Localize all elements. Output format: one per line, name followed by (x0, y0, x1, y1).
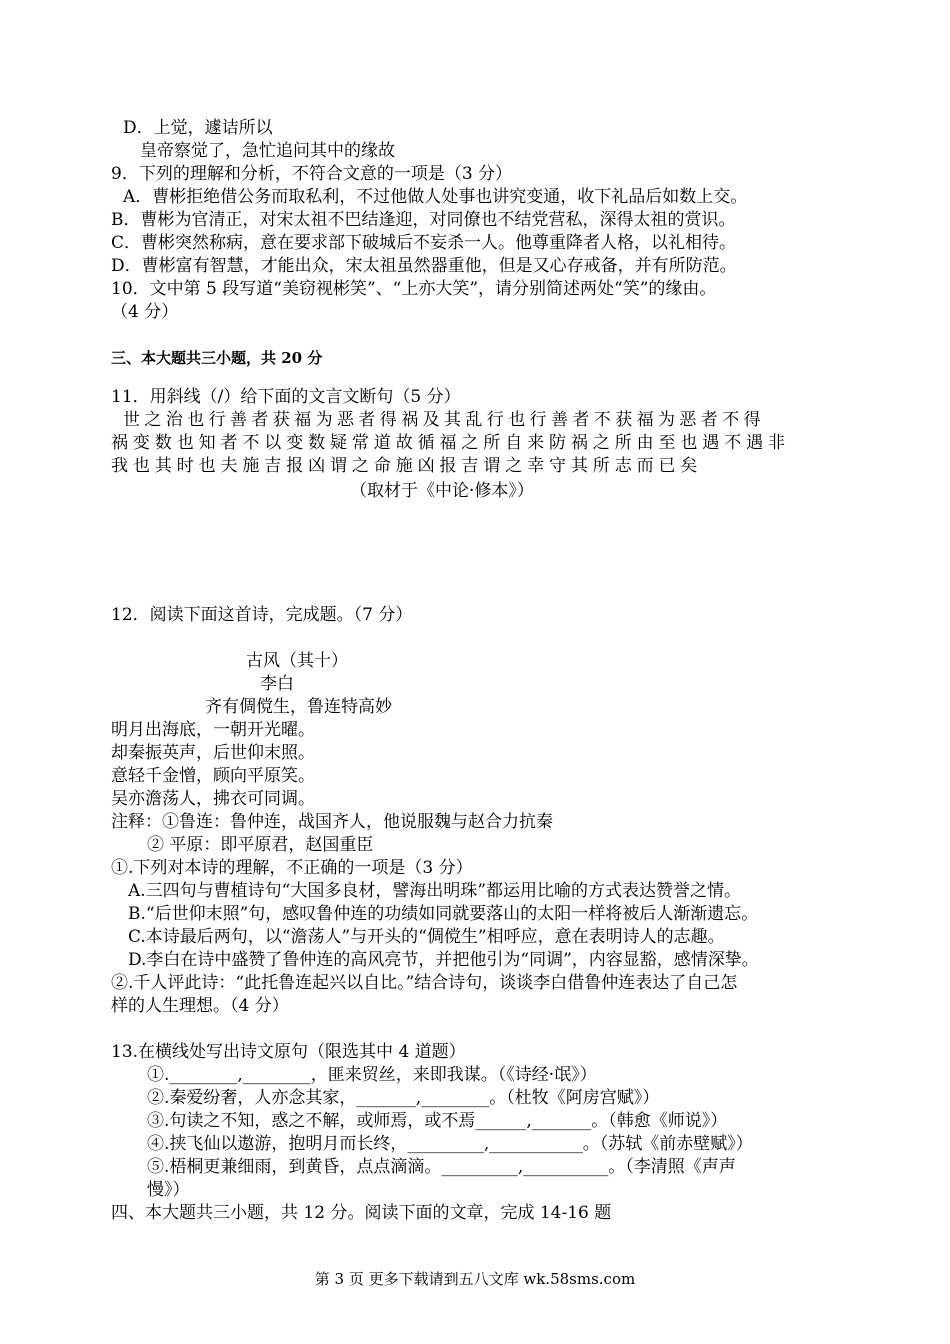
q12-sub2-line: 样的人生理想。（4 分） (111, 996, 289, 1016)
poem-line: 却秦振英声，后世仰末照。 (111, 743, 315, 763)
q11-text-line: 祸变数也知者不以变数疑常道故循福之所自来防祸之所由至也遇不遇非 (111, 433, 790, 453)
q11-source: （取材于《中论·修本》） (350, 481, 534, 501)
q9-option-c: C．曹彬突然称病，意在要求部下破城后不妄杀一人。他尊重降者人格，以礼相待。 (111, 233, 737, 253)
q13-item: ③.句读之不知，惑之不解，或师焉，或不焉______,_______。（韩愈《师说》） (147, 1111, 728, 1131)
q10-stem: 10．文中第 5 段写道“美窃视彬笑”、“上亦大笑”，请分别简述两处“笑”的缘由。 (111, 279, 717, 299)
poem-author: 李白 (260, 674, 294, 694)
q13-item: ①.________,________，匪来贸丝，来即我谋。（《诗经·氓》） (147, 1065, 597, 1085)
poem-line: 意轻千金憎，顾向平原笑。 (111, 766, 315, 786)
q9-stem: 9．下列的理解和分析，不符合文意的一项是（3 分） (111, 164, 513, 184)
q13-item-continuation: 慢》） (147, 1180, 190, 1200)
section4-heading: 四、本大题共三小题，共 12 分。阅读下面的文章，完成 14-16 题 (111, 1203, 612, 1223)
q12-sub2-line: ②.千人评此诗：“此托鲁连起兴以自比。”结合诗句，谈谈李白借鲁仲连表达了自己怎 (111, 973, 738, 993)
q11-text-line: 我也其时也夫施吉报凶谓之命施凶报吉谓之幸守其所志而已矣 (111, 456, 703, 476)
q9-option-d: D．曹彬富有智慧，才能出众，宋太祖虽然器重他，但是又心存戒备，并有所防范。 (111, 256, 737, 276)
q13-item: ④.挟飞仙以遨游，抱明月而长终，_________,___________。（苏轼《前赤壁赋》） (147, 1134, 753, 1154)
poem-note: 注释：①鲁连：鲁仲连，战国齐人，他说服魏与赵合力抗秦 (111, 812, 553, 832)
q12-sub1-option-b: B.“后世仰末照”句，感叹鲁仲连的功绩如同就要落山的太阳一样将被后人渐渐遗忘。 (128, 904, 759, 924)
q11-stem: 11．用斜线（/）给下面的文言文断句（5 分） (111, 387, 461, 407)
q12-sub1-option-d: D.李白在诗中盛赞了鲁仲连的高风亮节，并把他引为“同调”，内容显豁，感情深挚。 (128, 950, 759, 970)
poem-line: 齐有倜傥生，鲁连特高妙 (205, 697, 392, 717)
q8-option-d-note: 皇帝察觉了，急忙追问其中的缘故 (140, 141, 395, 161)
poem-line: 明月出海底，一朝开光曜。 (111, 720, 315, 740)
q9-option-a: A．曹彬拒绝借公务而取私利，不过他做人处事也讲究变通，收下礼品后如数上交。 (123, 187, 748, 207)
q13-stem: 13.在横线处写出诗文原句（限选其中 4 道题） (111, 1042, 466, 1062)
q13-item: ⑤.梧桐更兼细雨，到黄昏，点点滴滴。_________,__________。（李清照《声声 (147, 1157, 736, 1177)
q13-item: ②.秦爱纷奢，人亦念其家，_______,________。（杜牧《阿房宫赋》） (147, 1088, 660, 1108)
q12-stem: 12．阅读下面这首诗，完成题。（7 分） (111, 605, 413, 625)
q11-text-line: 世之治也行善者获福为恶者得祸及其乱行也行善者不获福为恶者不得 (123, 410, 765, 430)
poem-title: 古风（其十） (246, 651, 348, 671)
q10-score: （4 分） (111, 302, 179, 322)
q12-sub1-option-c: C.本诗最后两句，以“澹荡人”与开头的“倜傥生”相呼应，意在表明诗人的志趣。 (128, 927, 725, 947)
q12-sub1-stem: ①.下列对本诗的理解，不正确的一项是（3 分） (111, 858, 473, 878)
q9-option-b: B．曹彬为官清正，对宋太祖不巴结逢迎，对同僚也不结党营私，深得太祖的赏识。 (111, 210, 736, 230)
page-footer: 第 3 页 更多下载请到五八文库 wk.58sms.com (314, 1270, 636, 1288)
q8-option-d: D．上觉，遽诘所以 (123, 118, 273, 138)
poem-note: ② 平原：即平原君，赵国重臣 (147, 835, 374, 855)
section3-heading: 三、本大题共三小题，共 20 分 (111, 349, 323, 367)
poem-line: 吴亦澹荡人，拂衣可同调。 (111, 789, 315, 809)
q12-sub1-option-a: A.三四句与曹植诗句“大国多良材，譬海出明珠”都运用比喻的方式表达赞誉之情。 (128, 881, 742, 901)
